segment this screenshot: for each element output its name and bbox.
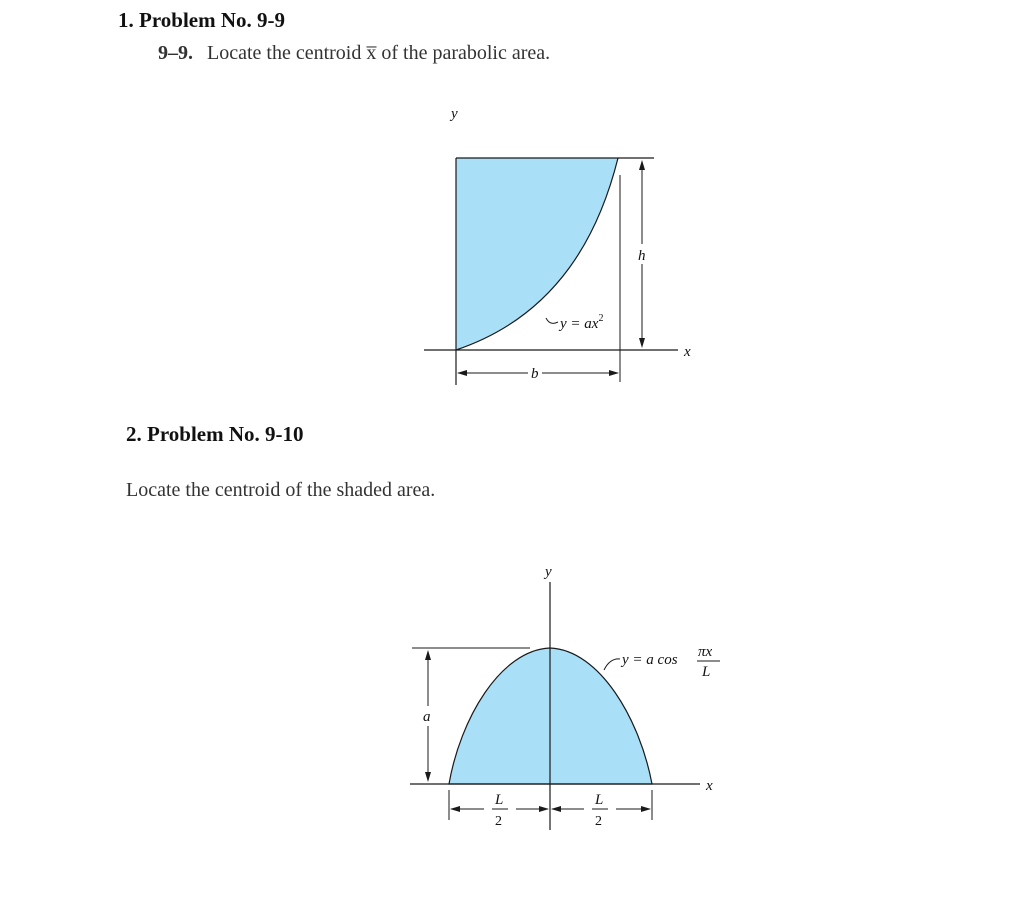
b-label: b [531,366,539,382]
h-label: h [638,248,646,264]
cosine-area-figure [0,540,1024,880]
a-arrow-top [425,650,431,660]
problem2-heading: 2. Problem No. 9-10 [126,422,304,446]
left-span-arrow-right [539,806,549,812]
b-arrow-left [457,370,467,376]
b-arrow-right [609,370,619,376]
curve-label [558,313,603,332]
x-axis-label: x [706,778,713,794]
a-arrow-bottom [425,772,431,782]
problem1-statement-text: Locate the centroid x̅ of the parabolic area. [207,42,551,64]
right-span-arrow-right [641,806,651,812]
curve-label-exponent: 2 [598,313,604,324]
left-span-arrow-left [450,806,460,812]
h-arrow-top [639,160,645,170]
problem2-statement: Locate the centroid of the shaded area. [126,479,436,501]
y-axis-label: y [451,106,458,122]
h-arrow-bottom [639,338,645,348]
x-axis-label: x [684,344,691,360]
curve-label-numerator: πx [698,644,713,660]
curve-leader [546,318,558,323]
curve-label-denominator: L [702,664,711,680]
curve-leader [604,659,620,670]
y-axis-label: y [545,564,552,580]
left-span-numerator: L [495,792,504,808]
parabolic-area-figure [0,0,1024,420]
a-label: a [423,709,431,725]
right-span-arrow-left [551,806,561,812]
right-span-numerator: L [595,792,604,808]
problem1-number: 9–9. [158,42,193,64]
curve-label-prefix: y = a cos [622,652,678,668]
right-span-denominator: 2 [595,814,602,829]
left-span-denominator: 2 [495,814,502,829]
problem1-heading: 1. Problem No. 9-9 [118,8,286,32]
curve-label-prefix: y = ax [560,316,599,332]
